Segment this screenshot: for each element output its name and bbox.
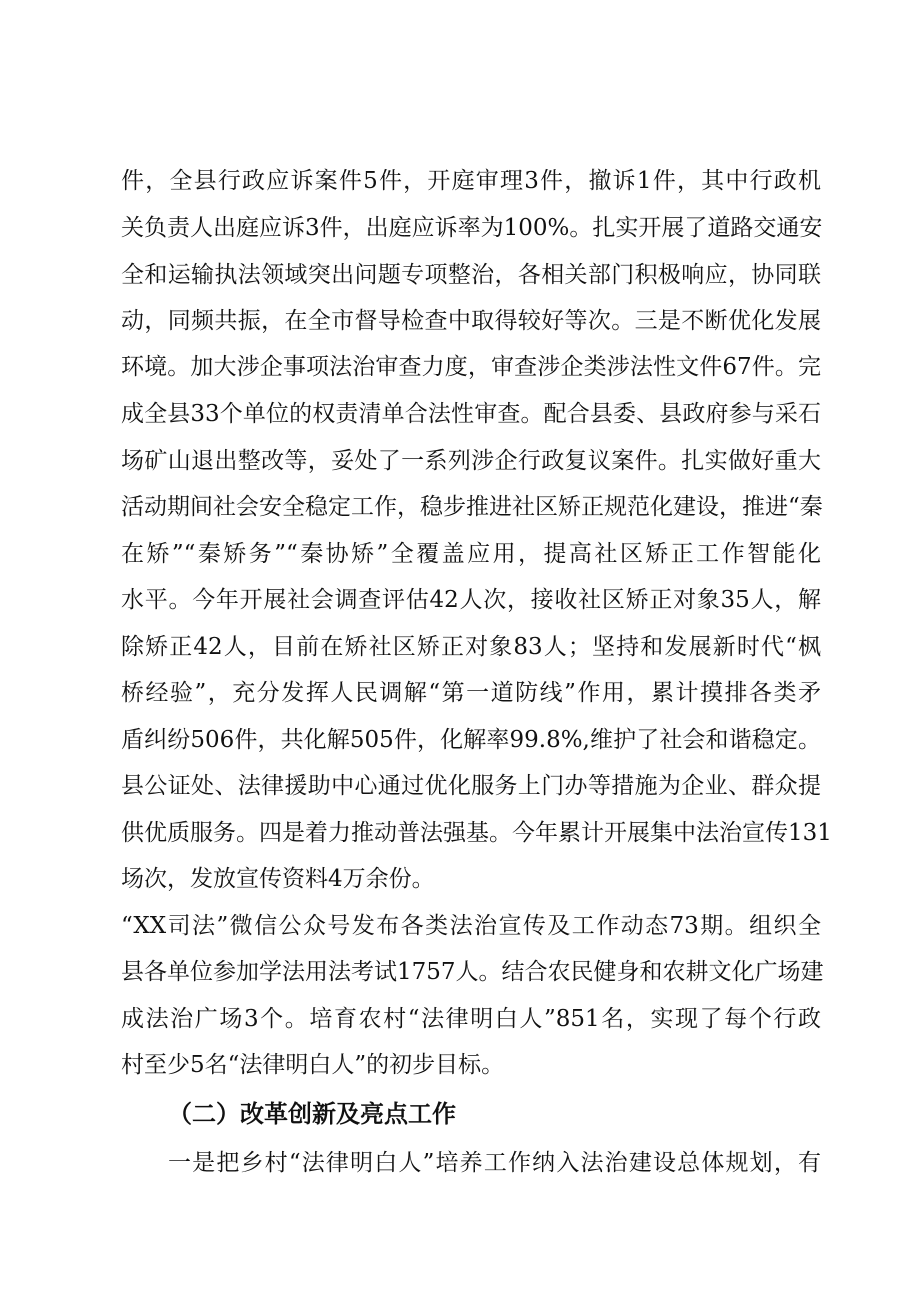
body-text-line: 场矿山退出整改等，妥处了一系列涉企行政复议案件。扎实做好重大	[121, 448, 821, 474]
body-text-line: 关负责人出庭应诉3件，出庭应诉率为100%。扎实开展了道路交通安	[121, 215, 823, 241]
body-text-line: 桥经验”，充分发挥人民调解“第一道防线”作用，累计摸排各类矛	[121, 680, 821, 706]
body-text-line: 水平。今年开展社会调查评估42人次，接收社区矫正对象35人，解	[121, 587, 821, 613]
body-text-line: 一是把乡村“法律明白人”培养工作纳入法治建设总体规划，有	[168, 1150, 821, 1176]
body-text-line: 全和运输执法领域突出问题专项整治，各相关部门积极响应，协同联	[121, 262, 821, 288]
body-text-line: 场次，发放宣传资料4万余份。	[121, 866, 435, 892]
body-text-line: 在矫”“秦矫务”“秦协矫”全覆盖应用，提高社区矫正工作智能化	[121, 541, 821, 567]
body-text-line: 除矫正42人，目前在矫社区矫正对象83人；坚持和发展新时代“枫	[121, 634, 821, 660]
section-heading: （二）改革创新及亮点工作	[168, 1100, 456, 1128]
body-text-line: 村至少5名“法律明白人”的初步目标。	[121, 1052, 505, 1078]
body-text-line: 成法治广场3个。培育农村“法律明白人”851名，实现了每个行政	[121, 1006, 821, 1032]
body-text-line: 县公证处、法律援助中心通过优化服务上门办等措施为企业、群众提	[121, 773, 821, 799]
body-text-line: 成全县33个单位的权责清单合法性审查。配合县委、县政府参与采石	[121, 401, 821, 427]
body-text-line: 盾纠纷506件，共化解505件，化解率99.8%,维护了社会和谐稳定。	[121, 727, 821, 753]
body-text-line: 县各单位参加学法用法考试1757人。结合农民健身和农耕文化广场建	[121, 959, 824, 985]
body-text-line: 动，同频共振，在全市督导检查中取得较好等次。三是不断优化发展	[121, 308, 821, 334]
body-text-line: 环境。加大涉企事项法治审查力度，审查涉企类涉法性文件67件。完	[121, 354, 821, 380]
body-text-line: 件，全县行政应诉案件5件，开庭审理3件，撤诉1件，其中行政机	[121, 168, 821, 194]
body-text-line: 活动期间社会安全稳定工作，稳步推进社区矫正规范化建设，推进“秦	[121, 494, 823, 520]
body-text-line: “XX司法”微信公众号发布各类法治宣传及工作动态73期。组织全	[121, 913, 821, 939]
body-text-line: 供优质服务。四是着力推动普法强基。今年累计开展集中法治宣传131	[121, 820, 832, 846]
